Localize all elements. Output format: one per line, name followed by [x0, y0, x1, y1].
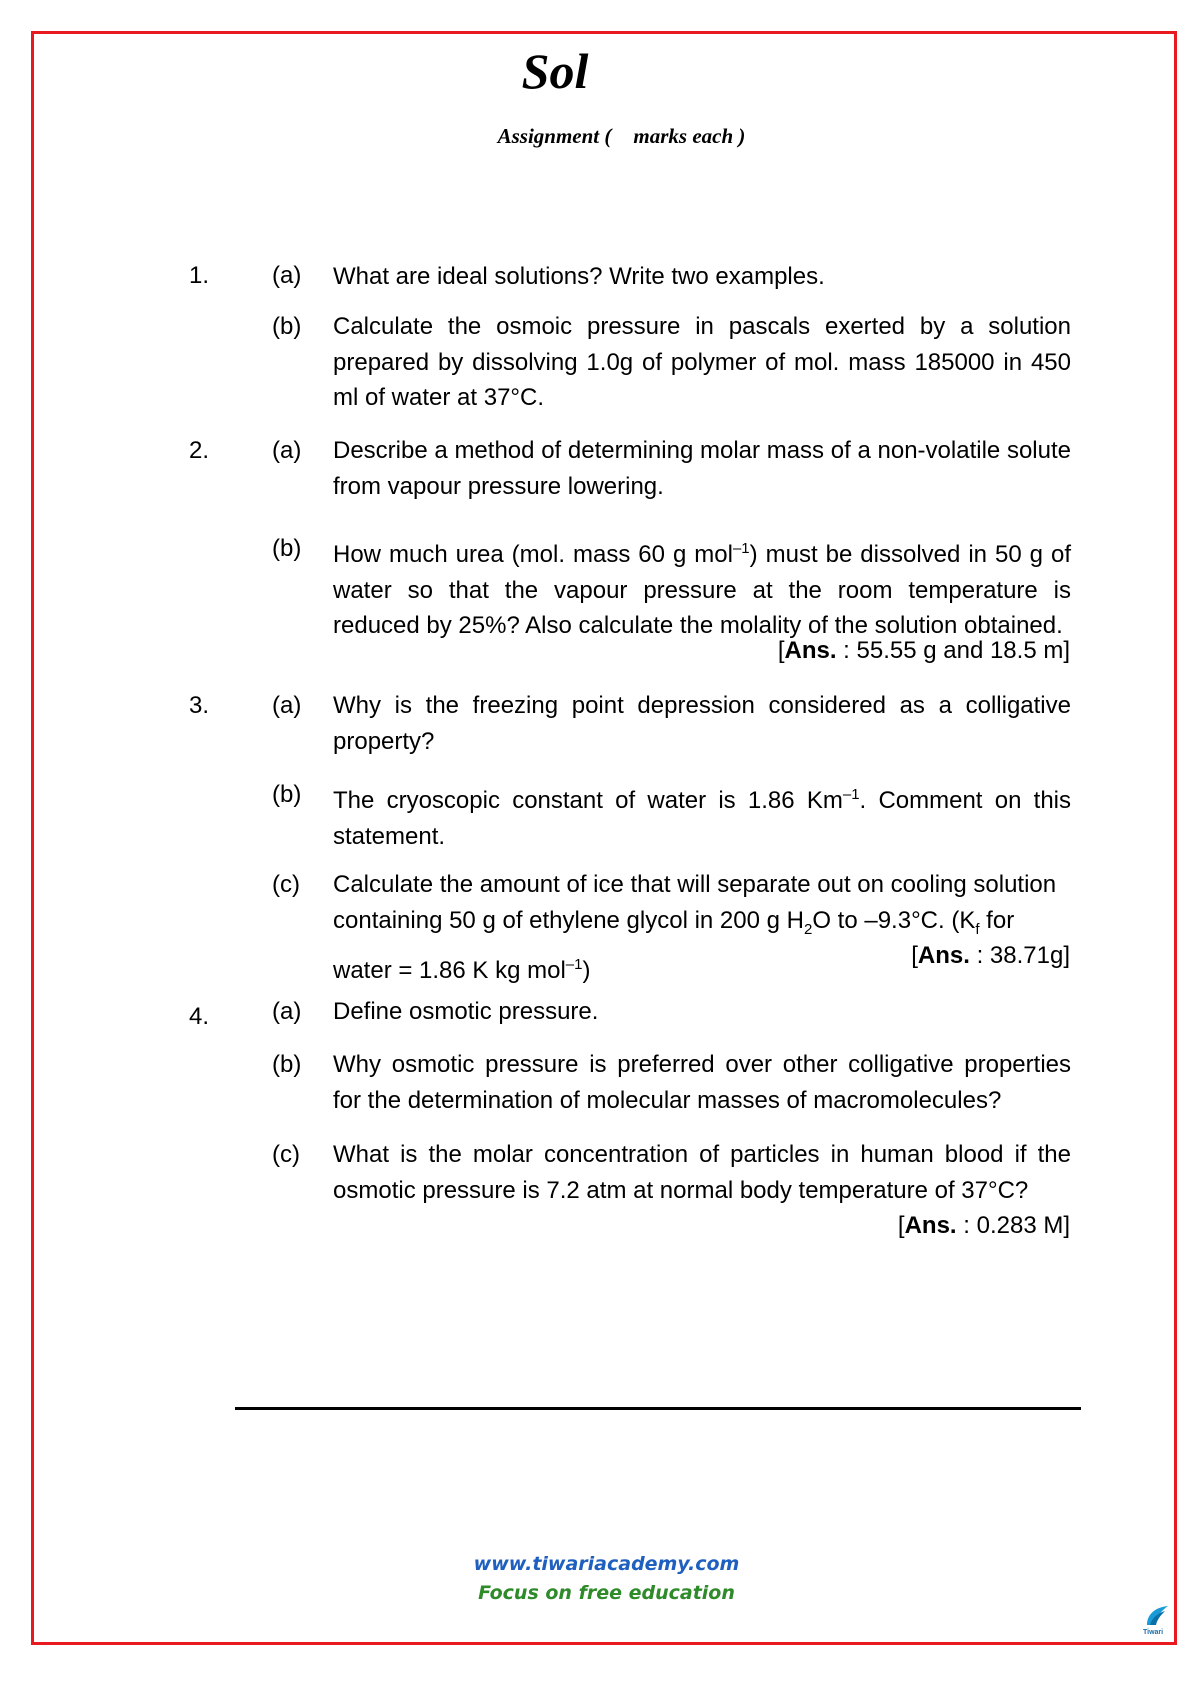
part-label: (a)	[272, 998, 302, 1025]
answer: [Ans. : 0.283 M]	[897, 1212, 1070, 1239]
question-number-1: 1.	[189, 262, 210, 289]
question-number-3: 3.	[189, 692, 210, 719]
question-text: What is the molar concentration of particles in human blood if the osmotic pressure is 7.2 atm at normal body temperature of 37°C?	[333, 1141, 1071, 1204]
website-link[interactable]: www.tiwariacademy.com	[473, 1553, 740, 1575]
part-label: (b)	[272, 535, 302, 562]
part-label: (c)	[272, 1141, 300, 1168]
part-label: (b)	[272, 781, 302, 808]
question-number-2: 2.	[189, 437, 210, 464]
part-label: (a)	[272, 437, 302, 464]
part-label: (c)	[272, 871, 300, 898]
question-text: Describe a method of determining molar mass of a non-volatile solute from vapour pressure lowering.	[333, 437, 1071, 500]
subtitle-part1: Assignment (	[497, 124, 612, 148]
answer: [Ans. : 38.71g]	[911, 942, 1070, 969]
question-text: Define osmotic pressure.	[333, 998, 599, 1025]
question-text: Why osmotic pressure is preferred over other colligative properties for the determination of molecular masses of macromolecules?	[333, 1051, 1071, 1114]
divider	[235, 1407, 1081, 1410]
question-text: Calculate the amount of ice that will separate out on cooling solution containing 50 g of ethylene glycol in 200 g $H_2O$ to –9.3°C. ($K_f$ for water = 1.86 K kg mol$^{-1}$)	[333, 871, 1057, 984]
footer-tagline: Focus on free education	[478, 1582, 735, 1604]
question-text: How much urea (mol. mass 60 g mol$^{-1}$) must be dissolved in 50 g of water so that the vapour pressure at the room temperature is reduced by 25%? Also calculate the molality of the solution obtained.	[333, 540, 1071, 639]
question-text: What are ideal solutions? Write two examples.	[333, 263, 825, 290]
question-text: Calculate the osmoic pressure in pascals exerted by a solution prepared by dissolving 1.0g of polymer of mol. mass 185000 in 450 ml of water at 37°C.	[333, 313, 1071, 411]
subtitle-part2: marks each )	[633, 124, 746, 148]
question-text: Why is the freezing point depression considered as a colligative property?	[333, 692, 1071, 755]
part-label: (a)	[272, 262, 302, 289]
part-label: (a)	[272, 692, 302, 719]
svg-text:Tiwari: Tiwari	[1143, 1629, 1164, 1636]
part-label: (b)	[272, 1051, 302, 1078]
part-label: (b)	[272, 313, 302, 340]
tiwari-logo-icon	[1141, 1603, 1171, 1637]
question-text: The cryoscopic constant of water is 1.86 $Km^{-1}$. Comment on this statement.	[333, 786, 1071, 850]
question-number-4: 4.	[189, 1003, 210, 1030]
answer: [Ans. : 55.55 g and 18.5 m]	[777, 637, 1070, 664]
assignment-subtitle	[0, 124, 1200, 149]
page-title: Sol	[521, 43, 589, 99]
